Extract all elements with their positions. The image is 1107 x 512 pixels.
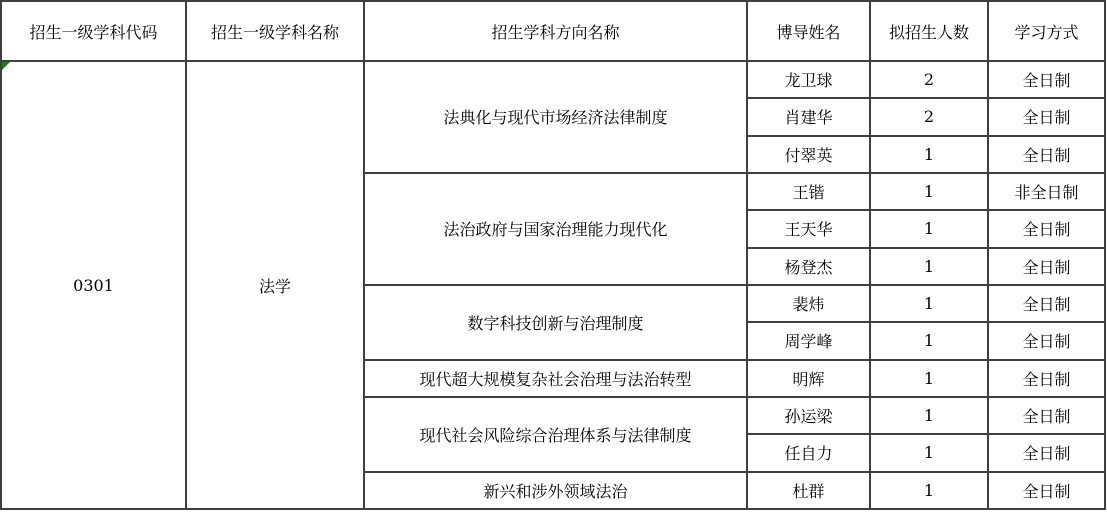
cell-mode: 全日制 xyxy=(988,136,1105,173)
cell-quota: 1 xyxy=(870,360,988,397)
cell-direction: 法典化与现代市场经济法律制度 xyxy=(364,61,747,173)
cell-mode: 全日制 xyxy=(988,434,1105,471)
cell-supervisor: 王天华 xyxy=(747,210,870,247)
cell-supervisor: 杨登杰 xyxy=(747,248,870,285)
discipline-code: 0301 xyxy=(73,275,114,295)
cell-supervisor: 杜群 xyxy=(747,472,870,509)
cell-mode: 全日制 xyxy=(988,472,1105,509)
cell-mode: 全日制 xyxy=(988,248,1105,285)
cell-direction: 数字科技创新与治理制度 xyxy=(364,285,747,360)
cell-supervisor: 肖建华 xyxy=(747,98,870,135)
cell-quota: 1 xyxy=(870,136,988,173)
cell-quota: 1 xyxy=(870,397,988,434)
header-study-mode: 学习方式 xyxy=(988,1,1105,61)
table-row xyxy=(1,61,1105,98)
cell-quota: 1 xyxy=(870,285,988,322)
cell-supervisor: 龙卫球 xyxy=(747,61,870,98)
cell-discipline-name: 法学 xyxy=(186,61,364,509)
header-supervisor-name: 博导姓名 xyxy=(747,1,870,61)
table-header-row xyxy=(1,1,1105,61)
cell-quota: 1 xyxy=(870,210,988,247)
cell-quota: 1 xyxy=(870,434,988,471)
cell-mode: 全日制 xyxy=(988,397,1105,434)
cell-supervisor: 王锴 xyxy=(747,173,870,210)
cell-mode: 全日制 xyxy=(988,322,1105,359)
cell-direction: 新兴和涉外领域法治 xyxy=(364,472,747,509)
cell-mode: 非全日制 xyxy=(988,173,1105,210)
cell-quota: 2 xyxy=(870,98,988,135)
cell-direction: 现代超大规模复杂社会治理与法治转型 xyxy=(364,360,747,397)
header-direction-name: 招生学科方向名称 xyxy=(364,1,747,61)
cell-supervisor: 周学峰 xyxy=(747,322,870,359)
cell-discipline-code xyxy=(1,61,186,509)
header-discipline-name: 招生一级学科名称 xyxy=(186,1,364,61)
cell-quota: 2 xyxy=(870,61,988,98)
cell-quota: 1 xyxy=(870,173,988,210)
cell-supervisor: 任自力 xyxy=(747,434,870,471)
cell-mode: 全日制 xyxy=(988,210,1105,247)
cell-supervisor: 孙运梁 xyxy=(747,397,870,434)
excel-error-triangle-icon xyxy=(2,62,10,70)
header-discipline-code: 招生一级学科代码 xyxy=(1,1,186,61)
cell-quota: 1 xyxy=(870,322,988,359)
cell-direction: 现代社会风险综合治理体系与法律制度 xyxy=(364,397,747,472)
cell-mode: 全日制 xyxy=(988,98,1105,135)
cell-supervisor: 付翠英 xyxy=(747,136,870,173)
cell-direction: 法治政府与国家治理能力现代化 xyxy=(364,173,747,285)
cell-mode: 全日制 xyxy=(988,360,1105,397)
cell-mode: 全日制 xyxy=(988,61,1105,98)
cell-supervisor: 明辉 xyxy=(747,360,870,397)
cell-supervisor: 裴炜 xyxy=(747,285,870,322)
header-planned-enrollment: 拟招生人数 xyxy=(870,1,988,61)
cell-mode: 全日制 xyxy=(988,285,1105,322)
cell-quota: 1 xyxy=(870,248,988,285)
cell-quota: 1 xyxy=(870,472,988,509)
